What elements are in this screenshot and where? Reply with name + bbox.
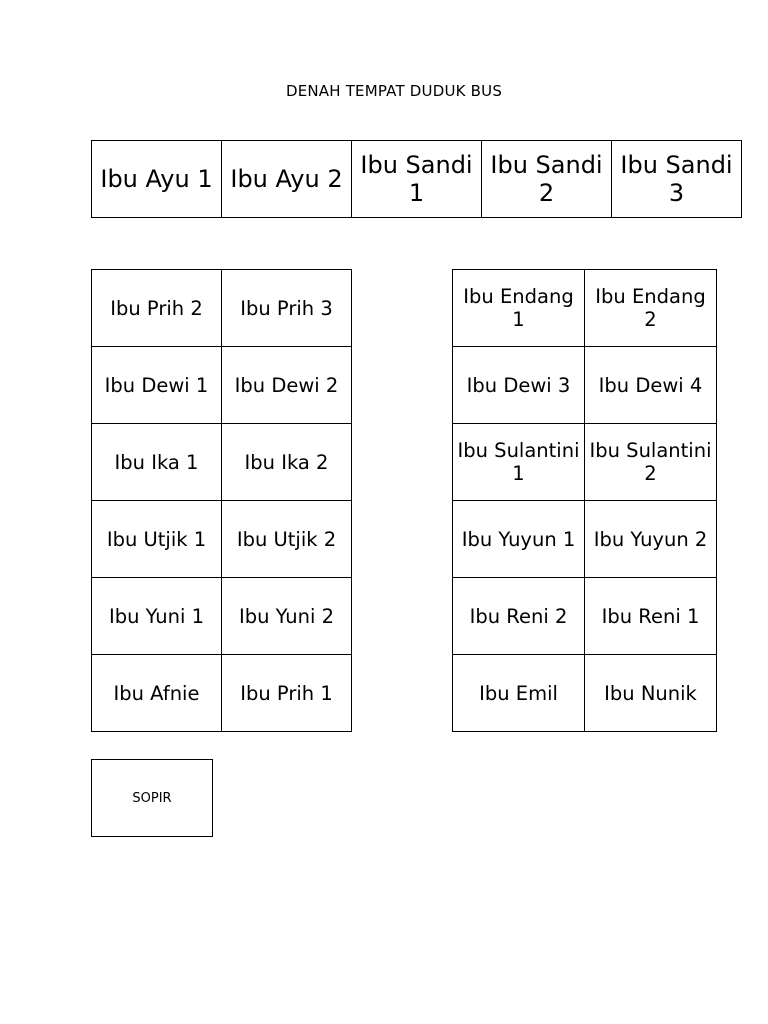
seat: Ibu Prih 1 — [222, 655, 352, 732]
seat: Ibu Prih 2 — [92, 270, 222, 347]
seat: Ibu Endang 1 — [453, 270, 585, 347]
driver-seat: SOPIR — [91, 759, 213, 837]
seat-row — [92, 347, 352, 424]
seat-row — [92, 141, 742, 218]
seat: Ibu Sulantini 1 — [453, 424, 585, 501]
back-row-seats — [91, 140, 742, 218]
seat: Ibu Afnie — [92, 655, 222, 732]
seat: Ibu Reni 1 — [585, 578, 717, 655]
seat-row — [453, 424, 717, 501]
seat: Ibu Sulantini 2 — [585, 424, 717, 501]
right-seat-block — [452, 269, 717, 732]
seat: Ibu Dewi 4 — [585, 347, 717, 424]
seat: Ibu Utjik 1 — [92, 501, 222, 578]
seat: Ibu Reni 2 — [453, 578, 585, 655]
seat: Ibu Dewi 3 — [453, 347, 585, 424]
seat-row — [92, 424, 352, 501]
seat: Ibu Endang 2 — [585, 270, 717, 347]
seat-row — [92, 578, 352, 655]
left-seat-block — [91, 269, 352, 732]
page-title: DENAH TEMPAT DUDUK BUS — [285, 82, 503, 100]
seat-row — [453, 347, 717, 424]
seat: Ibu Sandi 2 — [482, 141, 612, 218]
seat-row — [92, 501, 352, 578]
seat-row — [92, 270, 352, 347]
seat-row — [453, 501, 717, 578]
seat: Ibu Emil — [453, 655, 585, 732]
seat: Ibu Dewi 2 — [222, 347, 352, 424]
seat: Ibu Yuyun 1 — [453, 501, 585, 578]
seat: Ibu Yuni 2 — [222, 578, 352, 655]
seat: Ibu Ika 1 — [92, 424, 222, 501]
seat: Ibu Ayu 1 — [92, 141, 222, 218]
seat: Ibu Dewi 1 — [92, 347, 222, 424]
seat-row — [453, 578, 717, 655]
seat: Ibu Utjik 2 — [222, 501, 352, 578]
seat: Ibu Ayu 2 — [222, 141, 352, 218]
seat-row — [453, 270, 717, 347]
seat: Ibu Sandi 3 — [612, 141, 742, 218]
seat-row — [92, 655, 352, 732]
seat: Ibu Ika 2 — [222, 424, 352, 501]
seat-row — [453, 655, 717, 732]
seat: Ibu Prih 3 — [222, 270, 352, 347]
seat: Ibu Sandi 1 — [352, 141, 482, 218]
seat: Ibu Nunik — [585, 655, 717, 732]
seat: Ibu Yuyun 2 — [585, 501, 717, 578]
seat: Ibu Yuni 1 — [92, 578, 222, 655]
